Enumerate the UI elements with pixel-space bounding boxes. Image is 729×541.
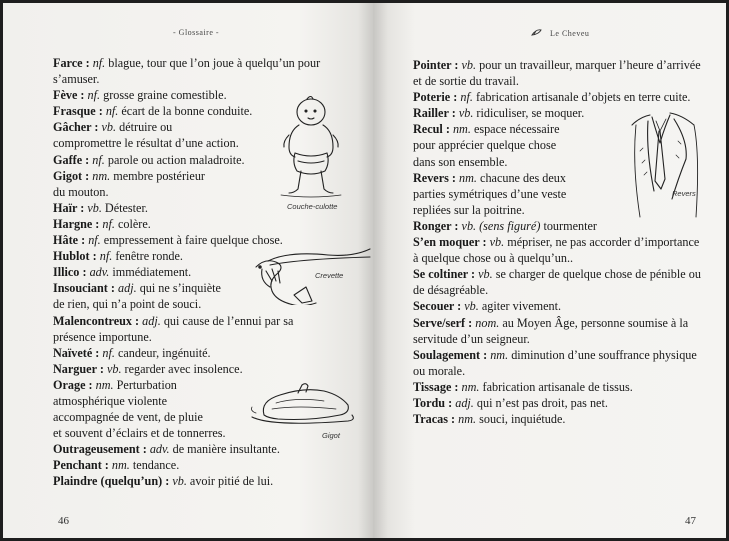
entry-definition: pour apprécier quelque chose [413, 138, 557, 153]
entry-definition: ou morale. [413, 363, 466, 378]
entry-definition: tendance. [132, 458, 180, 473]
entry-grammar: vb. (sens figuré) [461, 218, 541, 233]
entry-term: Gâcher : [53, 120, 99, 135]
entry-line [53, 55, 353, 71]
entry-term: Secouer : [413, 299, 462, 314]
entry-definition: espace nécessaire [473, 122, 560, 137]
entry-definition: Détester. [104, 200, 148, 215]
entry-line [413, 379, 709, 395]
entry-grammar: nom. [475, 315, 500, 330]
fleuron-icon [531, 28, 542, 36]
entry-line [413, 411, 709, 427]
entry-line [53, 329, 353, 345]
entry-term: Farce : [53, 56, 90, 70]
entry-line [413, 57, 709, 73]
entry-definition: écart de la bonne conduite. [121, 104, 253, 119]
entry-grammar: nf. [99, 249, 113, 264]
entry-definition: qui n’est pas droit, pas net. [476, 395, 608, 410]
entry-definition: immédiatement. [112, 265, 192, 280]
entry-term: Insouciant : [53, 281, 115, 296]
entry-term: Serve/serf : [413, 315, 473, 330]
entry-definition: agiter vivement. [481, 299, 562, 314]
entry-definition: fenêtre ronde. [115, 249, 183, 264]
entry-term: Tracas : [413, 412, 456, 427]
entry-line [413, 73, 709, 89]
entry-term: Hargne : [53, 216, 100, 231]
entry-grammar: nf. [92, 56, 106, 70]
entry-definition: diminution d’une souffrance physique [511, 347, 697, 362]
entry-definition: repliées sur la poitrine. [413, 202, 525, 217]
entry-term: Illico : [53, 265, 87, 280]
entry-term: Malencontreux : [53, 313, 140, 328]
glossary-entry [413, 315, 709, 347]
revers-caption: Revers [672, 189, 696, 198]
entry-grammar: nf. [460, 90, 473, 105]
entry-definition: avoir pitié de lui. [189, 474, 274, 489]
entry-definition: fabrication artisanale de tissus. [482, 379, 633, 394]
entry-definition: colère. [118, 216, 151, 231]
entry-line [53, 361, 353, 377]
entry-grammar: nm. [458, 412, 477, 427]
entry-definition: Perturbation [116, 377, 177, 392]
entry-grammar: vb. [172, 474, 187, 489]
entry-line [53, 71, 353, 87]
entry-grammar: vb. [461, 58, 477, 72]
glossary-entry [53, 345, 353, 361]
entry-term: Tordu : [413, 395, 453, 410]
entry-grammar: nm. [459, 170, 477, 185]
entry-grammar: vb. [106, 361, 122, 376]
entry-definition: servitude d’un seigneur. [413, 331, 530, 346]
entry-grammar: vb. [458, 106, 474, 121]
entry-definition: s’amuser. [53, 72, 100, 87]
entry-grammar: adj. [455, 395, 474, 410]
entry-grammar: vb. [464, 299, 479, 314]
gigot-illustration [246, 381, 358, 429]
entry-definition: dans son ensemble. [413, 154, 508, 169]
entry-term: Poterie : [413, 90, 458, 105]
entry-term: Soulagement : [413, 347, 488, 362]
crevette-illustration [248, 247, 373, 305]
running-head-right-text: Le Cheveu [550, 29, 590, 38]
running-head-right [531, 28, 589, 38]
entry-term: Hublot : [53, 249, 97, 264]
entry-term: Outrageusement : [53, 442, 147, 457]
entry-grammar: nm. [95, 377, 114, 392]
entry-definition: qui cause de l’ennui par sa [163, 313, 294, 328]
entry-definition: de désagréable. [413, 283, 489, 298]
glossary-entry [53, 473, 353, 489]
glossary-entry [413, 298, 709, 314]
entry-definition: accompagnée de vent, de pluie [53, 410, 203, 425]
entry-term: Narguer : [53, 361, 104, 376]
entry-term: Orage : [53, 377, 93, 392]
glossary-entry [53, 361, 353, 377]
entry-definition: présence importune. [53, 329, 152, 344]
entry-grammar: vb. [489, 235, 505, 250]
revers-illustration [628, 111, 708, 221]
entry-definition: atmosphérique violente [53, 393, 168, 408]
entry-definition: parole ou action maladroite. [107, 152, 245, 167]
entry-definition: membre postérieur [113, 168, 205, 183]
entry-definition: tourmenter [543, 218, 597, 233]
entry-term: Ronger : [413, 218, 459, 233]
gigot-caption: Gigot [322, 431, 340, 440]
entry-line [413, 315, 709, 331]
entry-term: Tissage : [413, 379, 459, 394]
entry-line [413, 234, 709, 250]
entry-definition: regarder avec insolence. [124, 361, 243, 376]
entry-line [413, 363, 709, 379]
entry-line [413, 331, 709, 347]
glossary-entry [413, 395, 709, 411]
entry-definition: au Moyen Âge, personne soumise à la [502, 315, 689, 330]
entry-definition: du mouton. [53, 184, 109, 199]
glossary-entry [413, 266, 709, 298]
entry-line [53, 457, 353, 473]
entry-term: Se coltiner : [413, 267, 476, 282]
entry-grammar: nm. [92, 168, 111, 183]
entry-line [53, 232, 353, 248]
entry-grammar: nf. [105, 104, 119, 119]
entry-line [53, 313, 353, 329]
glossary-entry [53, 441, 353, 457]
entry-line [413, 395, 709, 411]
entry-term: Recul : [413, 122, 450, 137]
entry-definition: détruire ou [119, 120, 173, 135]
entry-grammar: nm. [461, 379, 480, 394]
glossary-entry [413, 411, 709, 427]
entry-definition: chacune des deux [480, 170, 566, 185]
entry-grammar: nf. [87, 88, 101, 103]
running-head-left: - Glossaire - [173, 28, 220, 37]
couche-culotte-illustration [271, 95, 349, 205]
book-gutter [358, 3, 388, 538]
entry-definition: souci, inquiétude. [479, 412, 566, 427]
crevette-caption: Crevette [315, 271, 344, 280]
entry-definition: candeur, ingénuité. [117, 345, 211, 360]
entry-definition: empressement à faire quelque chose. [103, 233, 283, 248]
entry-definition: ridiculiser, se moquer. [476, 106, 585, 121]
entry-term: Plaindre (quelqu’un) : [53, 474, 170, 489]
entry-grammar: nf. [92, 152, 105, 167]
entry-definition: blague, tour que l’on joue à quelqu’un pour [108, 56, 321, 70]
entry-term: Gigot : [53, 168, 90, 183]
entry-line [413, 347, 709, 363]
glossary-entry [413, 379, 709, 395]
entry-term: Frasque : [53, 104, 103, 119]
entry-line [53, 473, 353, 489]
entry-grammar: nf. [102, 216, 115, 231]
entry-grammar: adj. [142, 313, 161, 328]
entry-grammar: nf. [102, 345, 115, 360]
couche-culotte-caption: Couche-culotte [287, 202, 338, 211]
entry-grammar: adv. [149, 442, 170, 457]
entry-term: Railler : [413, 106, 456, 121]
glossary-entry [413, 234, 709, 266]
entry-line [53, 441, 353, 457]
entry-term: Penchant : [53, 458, 109, 473]
entry-term: S’en moquer : [413, 235, 487, 250]
open-book [3, 3, 726, 538]
entry-definition: qui ne s’inquiète [139, 281, 221, 296]
entry-term: Fève : [53, 88, 85, 103]
entry-definition: mépriser, ne pas accorder d’importance [507, 235, 700, 250]
entry-term: Pointer : [413, 58, 459, 72]
left-page [3, 3, 373, 538]
entry-line [413, 282, 709, 298]
glossary-entry [53, 313, 353, 345]
entry-definition: et de sortie du travail. [413, 74, 519, 89]
entry-grammar: vb. [87, 200, 102, 215]
entry-definition: parties symétriques d’une veste [413, 186, 567, 201]
glossary-entry [53, 232, 353, 248]
entry-grammar: adj. [118, 281, 137, 296]
glossary-entry [413, 57, 709, 89]
page-number-right: 47 [685, 515, 696, 527]
right-page [373, 3, 726, 538]
entry-grammar: nm. [111, 458, 130, 473]
entry-term: Naïveté : [53, 345, 100, 360]
entry-grammar: nm. [452, 122, 471, 137]
entry-term: Revers : [413, 170, 456, 185]
entry-definition: et souvent d’éclairs et de tonnerres. [53, 426, 226, 441]
entry-term: Gaffe : [53, 152, 90, 167]
entry-grammar: vb. [478, 267, 493, 282]
entry-line [53, 345, 353, 361]
entry-grammar: nf. [88, 233, 101, 248]
entry-line [413, 298, 709, 314]
glossary-entry [53, 457, 353, 473]
glossary-entry [53, 55, 353, 87]
entry-definition: à quelque chose ou à quelqu’un.. [413, 251, 574, 266]
entry-term: Hâte : [53, 233, 86, 248]
entry-grammar: nm. [490, 347, 509, 362]
entry-line [413, 250, 709, 266]
entry-definition: compromettre le résultat d’une action. [53, 136, 239, 151]
entry-definition: fabrication artisanale d’objets en terre cuite. [475, 90, 691, 105]
entry-definition: se charger de quelque chose de pénible ou [495, 267, 701, 282]
page-number-left: 46 [58, 515, 69, 527]
glossary-entry [53, 216, 353, 232]
entry-grammar: vb. [101, 120, 117, 135]
entry-line [413, 266, 709, 282]
glossary-entry [413, 89, 709, 105]
entry-grammar: adv. [89, 265, 110, 280]
entry-line [413, 89, 709, 105]
entry-definition: pour un travailleur, marquer l’heure d’arrivée [479, 58, 701, 72]
entry-definition: de manière insultante. [172, 442, 280, 457]
entry-definition: de rien, qui n’a point de souci. [53, 297, 202, 312]
glossary-entry [413, 347, 709, 379]
entry-definition: grosse graine comestible. [103, 88, 227, 103]
entry-line [53, 216, 353, 232]
entry-term: Haïr : [53, 200, 85, 215]
